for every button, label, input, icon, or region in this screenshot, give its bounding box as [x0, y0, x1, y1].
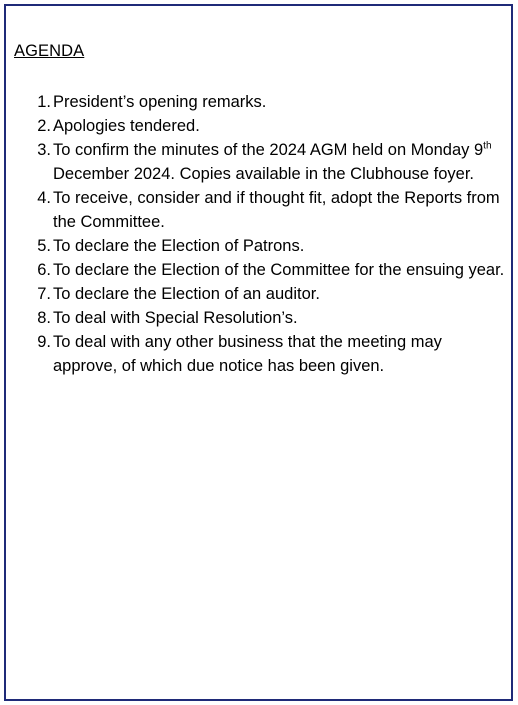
item-text: President’s opening remarks. — [53, 93, 267, 111]
agenda-item — [6, 330, 511, 378]
agenda-item — [6, 90, 511, 114]
item-text: To deal with Special Resolution’s. — [53, 309, 298, 327]
item-text: Apologies tendered. — [53, 117, 200, 135]
agenda-item — [6, 186, 511, 234]
item-number: 3 . — [31, 138, 51, 162]
ordinal-suffix: th — [483, 140, 492, 152]
item-text: To receive, consider and if thought fit, adopt the Reports from the Committee. — [53, 189, 500, 231]
agenda-item — [6, 138, 511, 186]
agenda-item — [6, 234, 511, 258]
item-number: 8 . — [31, 306, 51, 330]
item-number: 1 . — [31, 90, 51, 114]
agenda-item — [6, 258, 511, 282]
item-text: To declare the Election of Patrons. — [53, 237, 305, 255]
item-text: To deal with any other business that the meeting may approve, of which due notice has been given. — [53, 333, 442, 375]
agenda-item — [6, 282, 511, 306]
item-text-end: December 2024. Copies available in the Clubhouse foyer. — [53, 165, 475, 183]
item-text: To declare the Election of an auditor. — [53, 285, 320, 303]
item-number: 7 . — [31, 282, 51, 306]
item-number: 9 . — [31, 330, 51, 354]
item-text: To declare the Election of the Committee for the ensuing year. — [53, 261, 505, 279]
agenda-list — [6, 90, 511, 378]
item-number: 2 . — [31, 114, 51, 138]
item-number: 6 . — [31, 258, 51, 282]
item-text-start: To confirm the minutes of the 2024 AGM held on Monday 9 — [53, 141, 484, 159]
agenda-heading: AGENDA — [14, 42, 85, 60]
item-number: 4 . — [31, 186, 51, 210]
item-number: 5 . — [31, 234, 51, 258]
agenda-item — [6, 114, 511, 138]
agenda-frame — [4, 4, 513, 701]
agenda-item — [6, 306, 511, 330]
